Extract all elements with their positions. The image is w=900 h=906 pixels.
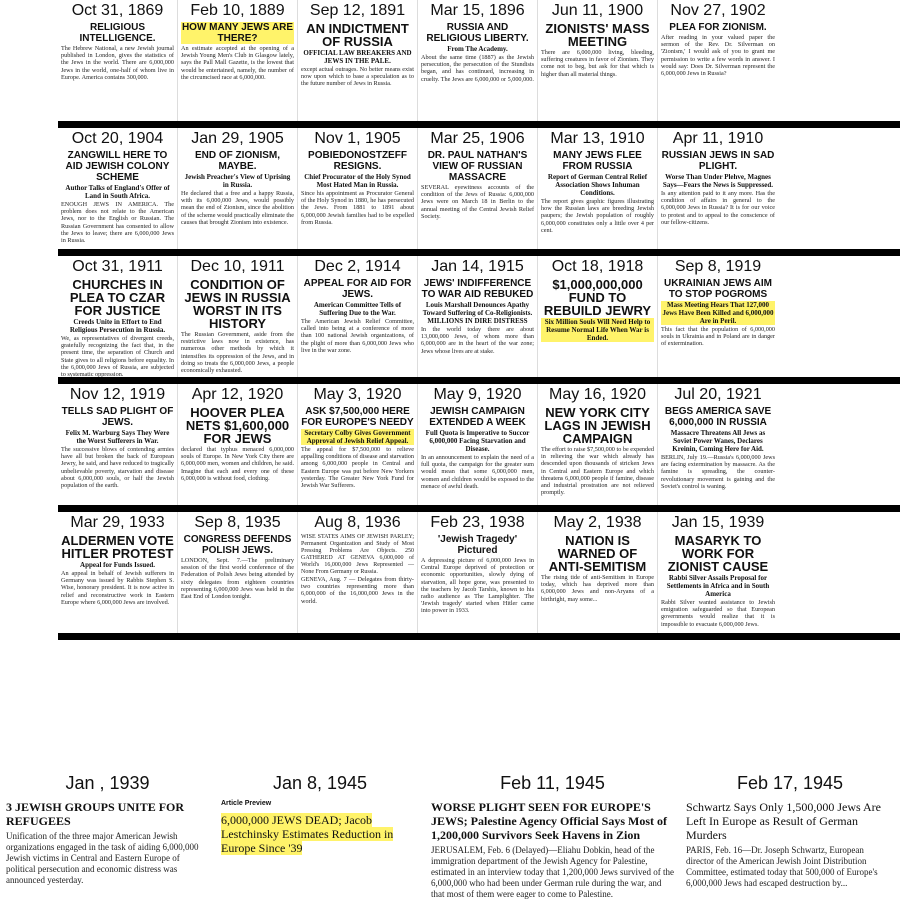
clipping-date: Mar 29, 1933	[70, 514, 165, 531]
clipping-date: Apr 12, 1920	[191, 386, 284, 403]
clipping	[298, 512, 418, 633]
clipping	[658, 512, 778, 633]
clipping-date: Oct 31, 1869	[71, 2, 164, 19]
clipping-body: except actual outrages. No better means exist now upon which to base a speculation as to the future number of Jews in Russia.	[301, 66, 414, 88]
clipping-body: PARIS, Feb. 16—Dr. Joseph Schwartz, European director of the American Jewish Joint Distribution Committee, estimated today that 500,000 of Europe's 6,000,000 Jews had escaped destruction by...	[686, 845, 878, 888]
clipping-body: The effort to raise $7,500,000 to be expended in relieving the war which already has descended upon thousands of stricken Jews in Central and Eastern Europe and which threatens 6,000,000 people if famine, disease and industrial prostration are not relieved promptly.	[541, 446, 654, 497]
clipping	[538, 0, 658, 121]
clipping	[418, 0, 538, 121]
clipping-headline: BEGS AMERICA SAVE 6,000,000 IN RUSSIA	[664, 406, 772, 428]
clipping-subheadline: Author Talks of England's Offer of Land in South Africa.	[65, 184, 170, 200]
clipping	[215, 770, 425, 906]
clipping	[58, 256, 178, 377]
clipping	[58, 128, 178, 249]
clipping-headline: CONGRESS DEFENDS POLISH JEWS.	[183, 534, 292, 556]
clipping	[178, 0, 298, 121]
clipping-body: A depressing picture of 6,000,000 Jews in Central Europe deprived of protection or economic opportunities, slowly dying of starvation, all hope gone, was presented to the teachers by Jacob Tarshis, known to his radio audience as The Lamplighter. The 'Jewish tragedy' started when Hitler came into power in 1933.	[421, 557, 534, 615]
clippings-row	[58, 0, 900, 128]
clipping-body: The appeal for $7,500,000 to relieve appalling conditions of disease and starvation among 6,000,000 people in Central and Eastern Europe was put before New Yorkers yesterday. The Greater New York Fund for Jewish War Sufferers.	[301, 446, 414, 490]
clipping-subheadline: Felix M. Warburg Says They Were the Worst Sufferers in War.	[65, 429, 170, 445]
clipping-date: Jan 14, 1915	[431, 258, 524, 275]
clipping-subheadline: Jewish Preacher's View of Uprising in Russia.	[184, 173, 291, 189]
clipping	[58, 512, 178, 633]
clipping-subheadline: Massacre Threatens All Jews as Soviet Power Wanes, Declares Kreinin, Coming Here for Aid.	[670, 429, 766, 453]
clipping-date: May 2, 1938	[553, 514, 642, 531]
clipping-body: BERLIN, July 19.—Russia's 6,000,000 Jews are facing extermination by massacre. As the famine is spreading, the counter-revolutionary movement is gaining and the Soviet's control is waning.	[661, 454, 775, 490]
clipping-date: Jan 8, 1945	[272, 773, 368, 793]
clipping-headline: $1,000,000,000 FUND TO REBUILD JEWRY	[543, 277, 652, 318]
clipping-date: Oct 18, 1918	[551, 258, 644, 275]
clipping-headline: ZANGWILL HERE TO AID JEWISH COLONY SCHEME	[65, 150, 170, 183]
clipping-date: May 9, 1920	[433, 386, 522, 403]
clipping-date: Mar 25, 1906	[430, 130, 525, 147]
clippings-row	[58, 128, 900, 256]
clipping-headline	[221, 813, 419, 855]
clipping-date: May 3, 1920	[313, 386, 402, 403]
clipping	[418, 128, 538, 249]
clipping-headline: JEWS' INDIFFERENCE TO WAR AID REBUKED	[421, 278, 534, 300]
clipping	[658, 256, 778, 377]
clipping	[538, 512, 658, 633]
clipping-headline: AN INDICTMENT OF RUSSIA	[306, 21, 409, 49]
clipping	[298, 0, 418, 121]
clipping-headline: NEW YORK CITY LAGS IN JEWISH CAMPAIGN	[544, 405, 651, 446]
clipping-body: In an announcement to explain the need of a full quota, the campaign for the greater sum would mean that some 6,000,000 men, women and children would be exposed to the menace of awful death.	[421, 454, 534, 490]
clipping-headline: POBIEDONOSTZEFF RESIGNS.	[308, 150, 407, 172]
clipping-subheadline: Report of German Central Relief Association Shows Inhuman Conditions.	[547, 173, 648, 197]
clipping	[418, 256, 538, 377]
clipping-subheadline: Worse Than Under Plehve, Magnes Says—Fears the News is Suppressed.	[662, 173, 774, 189]
clipping-headline: END OF ZIONISM, MAYBE.	[195, 150, 280, 172]
clipping-body: Rabbi Silver wanted assistance to Jewish emigration safeguarded so that European governments would realize that it is impossible to evacuate 6,000,000 Jews.	[661, 599, 775, 628]
clipping-subheadline: Full Quota is Imperative to Succor 6,000,000 Facing Starvation and Disease.	[425, 429, 530, 453]
clipping	[418, 384, 538, 505]
clipping-date: Jul 20, 1921	[674, 386, 762, 403]
clipping-body: JERUSALEM, Feb. 6 (Delayed)—Eliahu Dobkin, head of the immigration department of the Jewish Agency for Palestine, estimated in an interview today that 1,200,000 Jews survived of the 6,000,000 who had been under German rule during the war, and that most of them were eager to come to Palestine.	[431, 845, 674, 899]
clipping-headline: HOW MANY JEWS ARE THERE?	[181, 22, 294, 44]
clipping-headline: HOOVER PLEA NETS $1,600,000 FOR JEWS	[185, 405, 290, 446]
clipping-headline: UKRAINIAN JEWS AIM TO STOP POGROMS	[664, 278, 772, 300]
clipping-headline: ZIONISTS' MASS MEETING	[545, 21, 650, 49]
clipping-date: Jan 15, 1939	[671, 514, 765, 531]
clipping-headline: APPEAL FOR AID FOR JEWS.	[303, 278, 412, 300]
clipping-date: Nov 12, 1919	[69, 386, 166, 403]
clipping	[658, 128, 778, 249]
clipping-body: GENEVA, Aug. 7 — Delegates from thirty-two countries representing more than 6,000,000 of the 16,000,000 Jews in the world.	[301, 576, 414, 605]
clipping-subheadline: Louis Marshall Denounces Apathy Toward Suffering of Co-Religionists. MILLIONS IN DIRE DISTRESS	[422, 301, 533, 325]
clipping-subheadline: From The Academy.	[447, 45, 508, 53]
clipping-headline: 3 JEWISH GROUPS UNITE FOR REFUGEES	[6, 800, 185, 828]
clipping-date: Jan 29, 1905	[191, 130, 284, 147]
clipping-date: Oct 31, 1911	[72, 258, 163, 275]
clipping-body: ENOUGH JEWS IN AMERICA. The problem does not relate to the American Jews, nor to the English or Russian. The Russian Government has consented to allow the Jews to leave; there are 6,000,000 Jews in Russia.	[61, 201, 174, 245]
clipping	[178, 384, 298, 505]
clipping-body: In the world today there are about 13,000,000 Jews, of whom more than 6,000,000 are in the heart of the war zone; Jews whose lives are at stake.	[421, 326, 534, 355]
clipping-date: Sep 12, 1891	[309, 2, 406, 19]
clipping-subheadline: Mass Meeting Hears That 127,000 Jews Have Been Killed and 6,000,000 Are in Peril.	[662, 301, 774, 325]
clipping-body: SEVERAL eyewitness accounts of the condition of the Jews of Russia: 6,000,000 Jews were on March 18 in Berlin to the annual meeting of the Central Jewish Relief Society.	[421, 184, 534, 220]
clipping-headline: WORSE PLIGHT SEEN FOR EUROPE'S JEWS; Palestine Agency Official Says Most of 1,200,000 Survivors Seek Havens in Zion	[431, 800, 667, 842]
clipping-headline: CONDITION OF JEWS IN RUSSIA WORST IN ITS HISTORY	[184, 277, 291, 331]
article-preview-label: Article Preview	[221, 800, 272, 807]
clipping-date: Nov 1, 1905	[314, 130, 401, 147]
clipping	[0, 770, 215, 906]
clipping	[680, 770, 900, 906]
clipping-date: Jun 11, 1900	[551, 2, 644, 19]
clipping-body: declared that typhus menaced 6,000,000 souls of Europe. In New York City there are 6,000,000 men, women and children, he said. Imagine that each and every one of these 6,000,000 is without food, clothing.	[181, 446, 294, 482]
clipping	[418, 512, 538, 633]
clippings-grid	[58, 0, 900, 640]
clipping-headline: CHURCHES IN PLEA TO CZAR FOR JUSTICE	[69, 277, 166, 318]
clipping-body: There are 6,000,000 living, bleeding, suffering creatures in favor of Zionism. They come not to beg, but ask for that which is higher than all material things.	[541, 49, 654, 78]
clipping-body: The American Jewish Relief Committee, called into being at a conference of more than 100 national Jewish organizations, of the plight of more than 6,000,000 Jews who live in the war zone.	[301, 318, 414, 354]
clipping-headline: RUSSIAN JEWS IN SAD PLIGHT.	[661, 150, 775, 172]
clipping-date: Feb 23, 1938	[430, 514, 525, 531]
clipping	[298, 384, 418, 505]
clipping-headline: MANY JEWS FLEE FROM RUSSIA	[553, 150, 642, 172]
clipping-body: An appeal in behalf of Jewish sufferers in Germany was issued by Rabbis Stephen S. Wise, honorary president. It is now active in relief and reconstructive work in Eastern Europe where 6,000,000 Jews are involved.	[61, 570, 174, 606]
bottom-clippings	[0, 770, 900, 906]
clipping-date: Mar 15, 1896	[430, 2, 525, 19]
clipping-date: Aug 8, 1936	[314, 514, 401, 531]
clipping-body: LONDON, Sept. 7.—The preliminary session of the first world conference of the Federation of Polish Jews being attended by sixty delegates from eighteen countries representing 6,000,000 Jews was held in the East End of London tonight.	[181, 557, 294, 601]
clipping	[58, 0, 178, 121]
clipping-headline: DR. PAUL NATHAN'S VIEW OF RUSSIAN MASSACRE	[427, 150, 528, 183]
clipping-date: Dec 2, 1914	[314, 258, 401, 275]
clippings-row	[58, 256, 900, 384]
clipping-body: We, as representatives of divergent creeds, gratefully recognizing the fact that, in the present time, the separation of Church and State gives to all religions before equality. In the 6,000,000 Jews of Russia, are subjected to systematic oppression.	[61, 335, 174, 377]
clipping	[298, 128, 418, 249]
clipping-headline: Schwartz Says Only 1,500,000 Jews Are Left In Europe as Result of German Murders	[686, 800, 881, 842]
clipping-body: The successive blows of contending armies have all but broken the back of European Jewry, he said, and have reduced to tragically unbelievable poverty, starvation and disease about 6,000,000 souls, or half the Jewish population of the earth.	[61, 446, 174, 490]
clipping	[538, 256, 658, 377]
clipping-subheadline: American Committee Tells of Suffering Due to the War.	[313, 301, 402, 317]
clipping-date: Feb 10, 1889	[190, 2, 285, 19]
clipping-body: Is any attention paid to it any more. Has the condition of affairs in general to the 6,000,000 Jews in Russia? It is for our voice to protest and to appeal to the conscience of our fellow-citizens.	[661, 190, 775, 226]
clipping-date: Jan , 1939	[65, 773, 150, 793]
clipping-headline: JEWISH CAMPAIGN EXTENDED A WEEK	[429, 406, 526, 428]
clipping-date: Feb 11, 1945	[500, 773, 605, 793]
clipping-headline: RUSSIA AND RELIGIOUS LIBERTY.	[426, 22, 529, 44]
clipping-headline: RELIGIOUS INTELLIGENCE.	[79, 22, 156, 44]
clipping-date: Oct 20, 1904	[71, 130, 164, 147]
clipping-date: Sep 8, 1935	[194, 514, 281, 531]
clipping-body: The rising tide of anti-Semitism in Europe today, which has deprived more than 6,000,000 Jews and non-Aryans of a birthright, may some...	[541, 574, 654, 603]
clipping-date: Apr 11, 1910	[672, 130, 764, 147]
clipping	[658, 0, 778, 121]
clipping-headline: 'Jewish Tragedy' Pictured	[437, 534, 518, 556]
clipping	[178, 128, 298, 249]
clipping-subheadline: Appeal for Funds Issued.	[80, 561, 155, 569]
clipping-headline: WISE STATES AIMS OF JEWISH PARLEY; Permanent Organization and Study of Most Pressing Problems Are Objects. 250 GATHERED AT GENEVA 6,000,000 of World's 16,000,000 Jews Represented — None From Germany or Russia.	[301, 534, 414, 575]
clipping-body: The Russian Government, aside from the restrictive laws now in existence, has numerous other methods by which it intensifies its oppression of the Jews, and in doing so treats the 6,000,000 Jews, a people economically exhausted.	[181, 331, 294, 375]
clippings-row	[58, 384, 900, 512]
clipping-headline: TELLS SAD PLIGHT OF JEWS.	[61, 406, 174, 428]
clipping-headline: MASARYK TO WORK FOR ZIONIST CAUSE	[667, 533, 769, 574]
clipping-date: Mar 13, 1910	[550, 130, 645, 147]
clipping-headline: ASK $7,500,000 HERE FOR EUROPE'S NEEDY	[301, 406, 414, 428]
clipping-date: Nov 27, 1902	[670, 2, 766, 19]
clipping	[298, 256, 418, 377]
clipping	[538, 384, 658, 505]
clipping-body: After reading in your valued paper the sermon of the Rev. Dr. Silverman on 'Zionism,' I would ask of you to grant me permission to write a few words in answer. I would say: Does Dr. Silverman represent the 6,000,000 Jews in Russia?	[661, 34, 775, 78]
clipping-body: An estimate accepted at the opening of a Jewish Young Men's Club in Glasgow lately, says the Pall Mall Gazette, is the lowest that would be entertained, namely, the number of the circumcised race at 6,000,000.	[181, 45, 294, 81]
clippings-row	[58, 512, 900, 640]
clipping-date: Dec 10, 1911	[190, 258, 285, 275]
clipping	[658, 384, 778, 505]
clipping-date: Sep 8, 1919	[674, 258, 762, 275]
clipping	[538, 128, 658, 249]
clipping-subheadline: Secretary Colby Gives Government Approval of Jewish Relief Appeal.	[301, 429, 414, 445]
clipping	[178, 512, 298, 633]
clipping-body: About the same time (1887) as the Jewish persecution, the persecution of the Stundists began, and has continued, increasing in cruelty. The Jews are 6,000,000 or 5,000,000.	[421, 54, 534, 83]
clipping-date: Feb 17, 1945	[736, 773, 844, 793]
clipping-subheadline: Rabbi Silver Assails Proposal for Settlements in Africa and in South America	[666, 574, 770, 598]
clipping-headline: ALDERMEN VOTE HITLER PROTEST	[61, 533, 174, 561]
clipping-body: This fact that the population of 6,000,000 souls in Ukrainia and in Poland are in danger of extermination.	[661, 326, 775, 348]
clipping-subheadline: OFFICIAL LAW BREAKERS AND JEWS IN THE PALE.	[303, 49, 412, 65]
clipping-subheadline: Six Million Souls Will Need Help to Resume Normal Life When War is Ended.	[541, 318, 654, 342]
clipping-headline: PLEA FOR ZIONISM.	[669, 22, 767, 33]
clipping	[425, 770, 680, 906]
clipping-headline-text: 6,000,000 JEWS DEAD; Jacob Lestchinsky Estimates Reduction in Europe Since '39	[221, 813, 394, 855]
clipping-subheadline: Chief Procurator of the Holy Synod Most Hated Man in Russia.	[304, 173, 411, 189]
clipping-headline: NATION IS WARNED OF ANTI-SEMITISM	[548, 533, 647, 574]
clipping	[178, 256, 298, 377]
clipping-body: He declared that a free and a happy Russia, with its 6,000,000 Jews, would possibly mean the end of Zionism, since the abolition of the scheme would practically eliminate the causes that brought Zionism into existence.	[181, 190, 294, 226]
clipping-date: May 16, 1920	[549, 386, 646, 403]
clipping-body: Since his appointment as Procurator General of the Holy Synod in 1880, he has persecuted the Jews. From 1881 to 1891 about 6,000,000 Jewish families had to be expelled from Russia.	[301, 190, 414, 226]
clipping	[58, 384, 178, 505]
clipping-subheadline: Creeds Unite in Effort to End Religious Persecution in Russia.	[69, 318, 166, 334]
clipping-body: The Hebrew National, a new Jewish journal published in London, gives the statistics of the Jews in the world. There are 6,000,000 Jews in the world, one-half of whom live in Europe. America contains 300,000.	[61, 45, 174, 81]
clipping-body: Unification of the three major American Jewish organizations engaged in the task of aiding 6,000,000 Jewish victims in Central and Eastern Europe of political persecution and economic distress was announced yesterday.	[6, 831, 199, 885]
clipping-body: The report gives graphic figures illustrating how the Russian laws are breeding Jewish paupers; the Jewish population of roughly 6,000,000 constitutes only a little over 4 per cent.	[541, 198, 654, 234]
